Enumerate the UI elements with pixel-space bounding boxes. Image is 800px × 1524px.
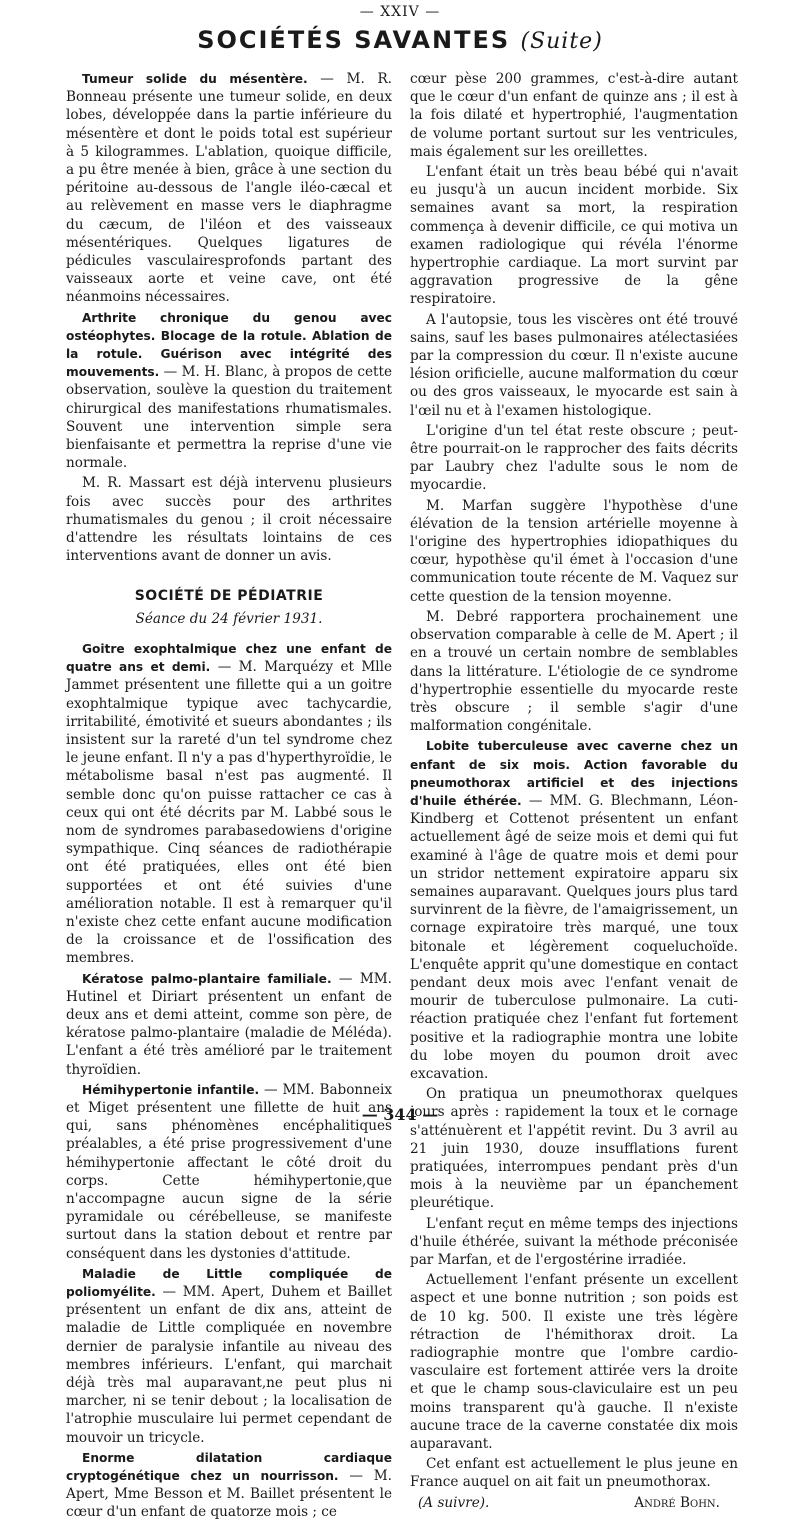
paragraph-little xyxy=(66,1265,392,1447)
paragraph-massart: M. R. Massart est déjà intervenu plusieurs fois avec succès pour des arthrites rhumatismales du genou ; il croit nécessaire d'attendre les résultats lointains de ces interventions avant de donner un avis. xyxy=(66,475,392,565)
paragraph-goitre xyxy=(66,640,392,968)
author-signature: André Bohn. xyxy=(634,1494,720,1511)
paragraph-body: — MM. Apert, Duhem et Baillet présentent un enfant de dix ans, atteint de maladie de Little compliquée en novembre dernier de paralysie infantile au niveau des membres inférieurs. L'enfant, qui marchait déjà très mal auparavant,ne peut plus ni marcher, ni se tenir debout ; la localisation de l'atrophie musculaire lui permet cependant de mouvoir un tricycle. xyxy=(66,1284,392,1446)
paragraph-lead: Kératose palmo-plantaire familiale. xyxy=(82,971,332,986)
paragraph-lobite xyxy=(410,737,738,1083)
paragraph-body: — MM. G. Blechmann, Léon-Kindberg et Cottenot présentent un enfant actuellement âgé de seize mois et demi qui fut examiné à l'âge de quatre mois et demi pour un stridor nettement expiratoire apparu six semaines auparavant. Quelques jours plus tard survinrent de la fièvre, de l'amaigrissement, un cornage expiratoire très marqué, une toux bitonale et légèrement coqueluchoïde. L'enquête apprit qu'une domestique en contact pendant deux mois avec l'enfant venait de mourir de tuberculose pulmonaire. La cuti-réaction pratiquée chez l'enfant fut fortement positive et la radiographie montra une lobite du lobe moyen du poumon droit avec excavation. xyxy=(410,792,738,1082)
paragraph-coeur: cœur pèse 200 grammes, c'est-à-dire autant que le cœur d'un enfant de quinze ans ; il est à la fois dilaté et hypertrophié, l'augmentation de volume portant surtout sur les ventricules, mais également sur les oreillettes. xyxy=(410,71,738,160)
paragraph-body: — MM. Hutinel et Diriart présentent un enfant de deux ans et demi atteint, comme son père, de kératose palmo-plantaire (maladie de Méléda). L'enfant a été très amélioré par le traitement thyroïdien. xyxy=(66,970,392,1078)
paragraph-autopsie: A l'autopsie, tous les viscères ont été trouvé sains, sauf les bases pulmonaires atélectasiées par la compression du cœur. Il n'existe aucune lésion orificielle, aucune malformation du cœur ou des gros vaisseaux, le myocarde est sain à l'œil nu et à l'examen histologique. xyxy=(410,311,739,419)
left-column xyxy=(66,70,392,1524)
paragraph-lead: Enorme dilatation cardiaque cryptogénétique chez un nourrisson. xyxy=(66,1450,392,1484)
title-main: SOCIÉTÉS SAVANTES xyxy=(197,26,511,54)
paragraph-plus-jeune: Cet enfant est actuellement le plus jeune en France auquel on ait fait un pneumothorax. xyxy=(410,1456,738,1491)
paragraph-body: — M. Marquézy et Mlle Jammet présentent une fillette qui a un goitre exophtalmique typique avec tachycardie, irritabilité, émotivité et sueurs abondantes ; ils insistent sur la rareté d'un tel syndrome chez le jeune enfant. Il n'y a pas d'hyperthyroïdie, le métabolisme basal n'est pas augmenté. Il semble donc qu'on puisse rattacher ce cas à ceux qui ont été décrits par M. Labbé sous le nom de syndromes parabasedowiens d'origine sympathique. Cinq séances de radiothérapie ont été pratiquées, elles ont été bien supportées et ont été suivies d'une amélioration notable. Il est à remarquer qu'il n'existe chez cette enfant aucune modification de la croissance et de l'ossification des membres. xyxy=(66,659,392,967)
right-column xyxy=(410,70,738,1512)
paragraph-lead: Arthrite chronique du genou avec ostéophytes. Blocage de la rotule. Ablation de la rotule. Guérison avec intégrité des mouvements. xyxy=(66,310,392,380)
paragraph-bebe: L'enfant était un très beau bébé qui n'avait eu jusqu'à un aucun incident morbide. Six semaines avant sa mort, la respiration commença à devenir difficile, ce qui motiva un examen radiologique qui révéla l'énorme hypertrophie cardiaque. La mort survint par aggravation progressive de la gêne respiratoire. xyxy=(410,164,738,308)
paragraph-dilatation xyxy=(66,1449,392,1522)
paragraph-debre: M. Debré rapportera prochainement une observation comparable à celle de M. Apert ; il en a trouvé un certain nombre de semblables dans la littérature. L'étiologie de ce syndrome d'hypertrophie essentielle du myocarde reste très obscure ; il semble s'agir d'une malformation congénitale. xyxy=(410,608,738,735)
paragraph-body: — M. R. Bonneau présente une tumeur solide, en deux lobes, développée dans la partie inférieure du mésentère et dont le poids total est supérieur à 5 kilogrammes. L'ablation, quoique difficile, a pu être menée à bien, grâce à une section du péritoine au-dessous de l'angle iléo-cæcal et au relèvement en masse vers le diaphragme du cæcum, de l'iléon et des vaisseaux mésentériques. Quelques ligatures de pédicules vasculairesprofonds partant des vaisseaux aorte et veine cave, ont été néanmoins nécessaires. xyxy=(66,71,392,306)
paragraph-body: — M. Apert, Mme Besson et M. Baillet présentent le cœur d'un enfant de quatorze mois ; ce xyxy=(66,1468,392,1521)
folio-roman: — XXIV — xyxy=(359,4,441,20)
paragraph-body: — M. H. Blanc, à propos de cette observation, soulève la question du traitement chirurgical des manifestations rhumatismales. Souvent une intervention simple sera bienfaisante et permettra la reprise d'une vie normale. xyxy=(66,364,392,472)
a-suivre: (A suivre). xyxy=(418,1494,490,1511)
paragraph-tumeur xyxy=(66,70,392,307)
title-suite: (Suite) xyxy=(520,29,603,54)
signature-row xyxy=(410,1494,738,1512)
page-number: — 344 — xyxy=(361,1105,439,1124)
page-title xyxy=(0,26,800,54)
paragraph-keratose xyxy=(66,970,392,1079)
paragraph-origine: L'origine d'un tel état reste obscure ; peut-être pourrait-on le rapprocher des faits décrits par Laubry chez l'adulte sous le nom de myocardie. xyxy=(410,422,738,494)
section-title: SOCIÉTÉ DE PÉDIATRIE xyxy=(134,588,324,605)
paragraph-arthrite xyxy=(66,309,392,473)
paragraph-lead: Maladie de Little compliquée de poliomyélite. xyxy=(66,1266,392,1299)
paragraph-body: — MM. Babonneix et Miget présentent une fillette de huit ans qui, sans phénomènes encéphalitiques préalables, a été prise progressivement d'une hémihypertonie affectant le côté droit du corps. Cette hémihypertonie,que n'accompagne aucun signe de la série pyramidale ou cérébelleuse, se manifeste surtout dans la station debout et rentre par conséquent dans les dystonies d'attitude. xyxy=(66,1081,392,1262)
paragraph-lead: Goitre exophtalmique chez une enfant de quatre ans et demi. xyxy=(66,641,392,675)
paragraph-actuellement: Actuellement l'enfant présente un excellent aspect et une bonne nutrition ; son poids est de 10 kg. 500. Il existe une très légère rétraction de l'hémithorax droit. La radiographie montre que l'ombre cardio-vasculaire est fortement attirée vers la droite et que le champ sous-claviculaire est un peu moins transparent qu'à gauche. Il n'existe aucune trace de la caverne constatée dix mois auparavant. xyxy=(410,1272,738,1453)
paragraph-huile: L'enfant reçut en même temps des injections d'huile éthérée, suivant la méthode préconisée par Marfan, et de l'ergostérine irradiée. xyxy=(410,1215,738,1268)
paragraph-pneumothorax: On pratiqua un pneumothorax quelques jours après : rapidement la toux et le cornage s'atténuèrent et l'appétit revint. Du 3 avril au 21 juin 1930, douze insufflations furent pratiquées, interrompues pendant près d'un mois à la neuvième par un épanchement pleurétique. xyxy=(410,1086,738,1212)
paragraph-marfan: M. Marfan suggère l'hypothèse d'une élévation de la tension artérielle moyenne à l'origine des hypertrophies idiopathiques du cœur, hypothèse qu'il émet à l'occasion d'une communication toute récente de M. Vaquez sur cette question de la tension moyenne. xyxy=(410,497,738,605)
section-date: Séance du 24 février 1931. xyxy=(135,610,323,627)
paragraph-lead: Hémihypertonie infantile. xyxy=(82,1082,260,1097)
paragraph-lead: Lobite tuberculeuse avec caverne chez un enfant de six mois. Action favorable du pneumothorax artificiel et des injections d'huile éthérée. xyxy=(410,739,738,808)
paragraph-lead: Tumeur solide du mésentère. xyxy=(82,72,308,86)
